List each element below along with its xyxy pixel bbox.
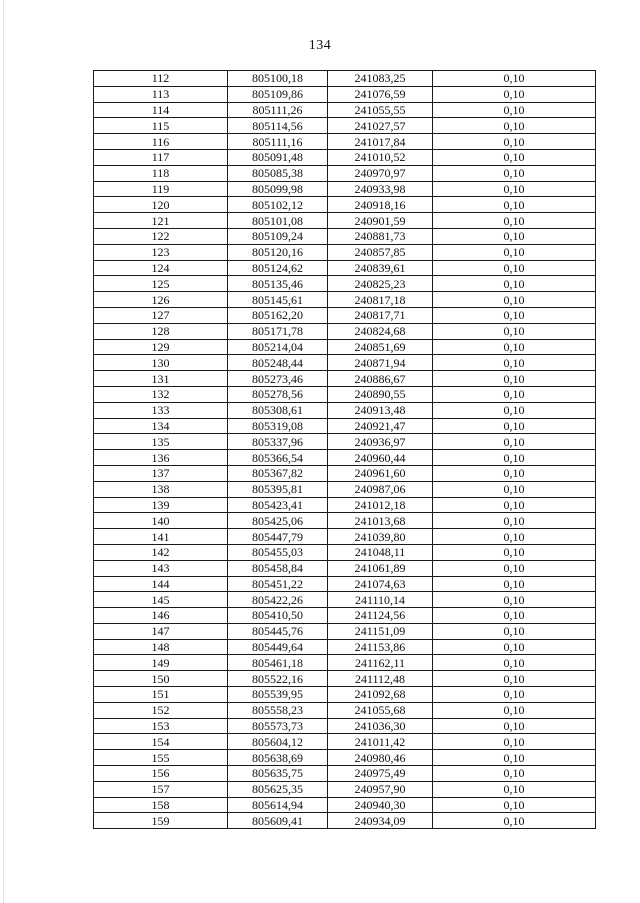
error-value-cell: 0,10 (433, 118, 596, 134)
point-number-cell: 131 (94, 371, 228, 387)
point-number-cell: 156 (94, 766, 228, 782)
table-row (94, 165, 596, 181)
table-row (94, 560, 596, 576)
table-row (94, 118, 596, 134)
point-number-cell: 155 (94, 750, 228, 766)
y-coordinate-cell: 240936,97 (328, 434, 433, 450)
error-value-cell: 0,10 (433, 718, 596, 734)
table-row (94, 339, 596, 355)
y-coordinate-cell: 240961,60 (328, 465, 433, 481)
point-number-cell: 116 (94, 134, 228, 150)
error-value-cell: 0,10 (433, 687, 596, 703)
x-coordinate-cell: 805395,81 (228, 481, 328, 497)
y-coordinate-cell: 241011,42 (328, 734, 433, 750)
y-coordinate-cell: 241036,30 (328, 718, 433, 734)
x-coordinate-cell: 805423,41 (228, 497, 328, 513)
x-coordinate-cell: 805091,48 (228, 149, 328, 165)
point-number-cell: 150 (94, 671, 228, 687)
y-coordinate-cell: 241074,63 (328, 576, 433, 592)
error-value-cell: 0,10 (433, 750, 596, 766)
point-number-cell: 130 (94, 355, 228, 371)
point-number-cell: 134 (94, 418, 228, 434)
point-number-cell: 154 (94, 734, 228, 750)
x-coordinate-cell: 805111,16 (228, 134, 328, 150)
point-number-cell: 157 (94, 781, 228, 797)
y-coordinate-cell: 241151,09 (328, 623, 433, 639)
point-number-cell: 129 (94, 339, 228, 355)
table-row (94, 386, 596, 402)
x-coordinate-cell: 805425,06 (228, 513, 328, 529)
error-value-cell: 0,10 (433, 228, 596, 244)
y-coordinate-cell: 241153,86 (328, 639, 433, 655)
error-value-cell: 0,10 (433, 149, 596, 165)
x-coordinate-cell: 805366,54 (228, 450, 328, 466)
x-coordinate-cell: 805445,76 (228, 623, 328, 639)
y-coordinate-cell: 241027,57 (328, 118, 433, 134)
error-value-cell: 0,10 (433, 181, 596, 197)
y-coordinate-cell: 241055,68 (328, 702, 433, 718)
error-value-cell: 0,10 (433, 560, 596, 576)
x-coordinate-cell: 805451,22 (228, 576, 328, 592)
point-number-cell: 149 (94, 655, 228, 671)
x-coordinate-cell: 805100,18 (228, 71, 328, 87)
error-value-cell: 0,10 (433, 576, 596, 592)
error-value-cell: 0,10 (433, 86, 596, 102)
x-coordinate-cell: 805367,82 (228, 465, 328, 481)
x-coordinate-cell: 805625,35 (228, 781, 328, 797)
table-row (94, 734, 596, 750)
point-number-cell: 112 (94, 71, 228, 87)
error-value-cell: 0,10 (433, 797, 596, 813)
point-number-cell: 140 (94, 513, 228, 529)
table-row (94, 655, 596, 671)
point-number-cell: 144 (94, 576, 228, 592)
y-coordinate-cell: 240934,09 (328, 813, 433, 829)
x-coordinate-cell: 805171,78 (228, 323, 328, 339)
point-number-cell: 142 (94, 544, 228, 560)
y-coordinate-cell: 240957,90 (328, 781, 433, 797)
error-value-cell: 0,10 (433, 292, 596, 308)
y-coordinate-cell: 240851,69 (328, 339, 433, 355)
point-number-cell: 133 (94, 402, 228, 418)
y-coordinate-cell: 241124,56 (328, 608, 433, 624)
y-coordinate-cell: 240940,30 (328, 797, 433, 813)
table-row (94, 181, 596, 197)
error-value-cell: 0,10 (433, 418, 596, 434)
x-coordinate-cell: 805145,61 (228, 292, 328, 308)
table-row (94, 623, 596, 639)
y-coordinate-cell: 241039,80 (328, 529, 433, 545)
y-coordinate-cell: 240913,48 (328, 402, 433, 418)
y-coordinate-cell: 241061,89 (328, 560, 433, 576)
table-row (94, 576, 596, 592)
x-coordinate-cell: 805319,08 (228, 418, 328, 434)
error-value-cell: 0,10 (433, 529, 596, 545)
x-coordinate-cell: 805248,44 (228, 355, 328, 371)
point-number-cell: 114 (94, 102, 228, 118)
error-value-cell: 0,10 (433, 734, 596, 750)
error-value-cell: 0,10 (433, 592, 596, 608)
point-number-cell: 115 (94, 118, 228, 134)
error-value-cell: 0,10 (433, 623, 596, 639)
table-row (94, 450, 596, 466)
table-row (94, 323, 596, 339)
table-row (94, 671, 596, 687)
error-value-cell: 0,10 (433, 766, 596, 782)
table-row (94, 228, 596, 244)
point-number-cell: 124 (94, 260, 228, 276)
point-number-cell: 113 (94, 86, 228, 102)
point-number-cell: 127 (94, 307, 228, 323)
error-value-cell: 0,10 (433, 134, 596, 150)
error-value-cell: 0,10 (433, 781, 596, 797)
y-coordinate-cell: 240933,98 (328, 181, 433, 197)
y-coordinate-cell: 240890,55 (328, 386, 433, 402)
point-number-cell: 122 (94, 228, 228, 244)
table-row (94, 718, 596, 734)
error-value-cell: 0,10 (433, 639, 596, 655)
table-row (94, 797, 596, 813)
point-number-cell: 146 (94, 608, 228, 624)
point-number-cell: 141 (94, 529, 228, 545)
table-row (94, 813, 596, 829)
y-coordinate-cell: 241162,11 (328, 655, 433, 671)
error-value-cell: 0,10 (433, 450, 596, 466)
error-value-cell: 0,10 (433, 244, 596, 260)
y-coordinate-cell: 240839,61 (328, 260, 433, 276)
y-coordinate-cell: 241083,25 (328, 71, 433, 87)
x-coordinate-cell: 805638,69 (228, 750, 328, 766)
error-value-cell: 0,10 (433, 544, 596, 560)
point-number-cell: 153 (94, 718, 228, 734)
table-row (94, 402, 596, 418)
point-number-cell: 145 (94, 592, 228, 608)
x-coordinate-cell: 805422,26 (228, 592, 328, 608)
table-row (94, 513, 596, 529)
error-value-cell: 0,10 (433, 465, 596, 481)
error-value-cell: 0,10 (433, 386, 596, 402)
point-number-cell: 159 (94, 813, 228, 829)
x-coordinate-cell: 805609,41 (228, 813, 328, 829)
table-row (94, 260, 596, 276)
x-coordinate-cell: 805308,61 (228, 402, 328, 418)
error-value-cell: 0,10 (433, 260, 596, 276)
point-number-cell: 152 (94, 702, 228, 718)
y-coordinate-cell: 240824,68 (328, 323, 433, 339)
y-coordinate-cell: 241017,84 (328, 134, 433, 150)
table-row (94, 307, 596, 323)
y-coordinate-cell: 241110,14 (328, 592, 433, 608)
x-coordinate-cell: 805114,56 (228, 118, 328, 134)
point-number-cell: 136 (94, 450, 228, 466)
error-value-cell: 0,10 (433, 165, 596, 181)
y-coordinate-cell: 241092,68 (328, 687, 433, 703)
table-row (94, 197, 596, 213)
point-number-cell: 148 (94, 639, 228, 655)
error-value-cell: 0,10 (433, 497, 596, 513)
x-coordinate-cell: 805111,26 (228, 102, 328, 118)
table-row (94, 687, 596, 703)
scan-edge-line (3, 0, 4, 903)
point-number-cell: 135 (94, 434, 228, 450)
x-coordinate-cell: 805085,38 (228, 165, 328, 181)
point-number-cell: 138 (94, 481, 228, 497)
table-row (94, 592, 596, 608)
x-coordinate-cell: 805461,18 (228, 655, 328, 671)
table-row (94, 71, 596, 87)
point-number-cell: 117 (94, 149, 228, 165)
x-coordinate-cell: 805124,62 (228, 260, 328, 276)
error-value-cell: 0,10 (433, 102, 596, 118)
table-row (94, 371, 596, 387)
page-number: 134 (308, 38, 332, 53)
y-coordinate-cell: 241048,11 (328, 544, 433, 560)
x-coordinate-cell: 805455,03 (228, 544, 328, 560)
table-row (94, 418, 596, 434)
y-coordinate-cell: 240921,47 (328, 418, 433, 434)
point-number-cell: 158 (94, 797, 228, 813)
table-row (94, 529, 596, 545)
table-row (94, 608, 596, 624)
point-number-cell: 121 (94, 213, 228, 229)
table-row (94, 702, 596, 718)
error-value-cell: 0,10 (433, 197, 596, 213)
error-value-cell: 0,10 (433, 213, 596, 229)
point-number-cell: 128 (94, 323, 228, 339)
y-coordinate-cell: 240817,71 (328, 307, 433, 323)
y-coordinate-cell: 240857,85 (328, 244, 433, 260)
table-row (94, 86, 596, 102)
point-number-cell: 118 (94, 165, 228, 181)
error-value-cell: 0,10 (433, 481, 596, 497)
y-coordinate-cell: 241013,68 (328, 513, 433, 529)
y-coordinate-cell: 240871,94 (328, 355, 433, 371)
x-coordinate-cell: 805447,79 (228, 529, 328, 545)
table-row (94, 292, 596, 308)
x-coordinate-cell: 805522,16 (228, 671, 328, 687)
y-coordinate-cell: 241012,18 (328, 497, 433, 513)
y-coordinate-cell: 240901,59 (328, 213, 433, 229)
x-coordinate-cell: 805102,12 (228, 197, 328, 213)
error-value-cell: 0,10 (433, 339, 596, 355)
y-coordinate-cell: 240825,23 (328, 276, 433, 292)
y-coordinate-cell: 241076,59 (328, 86, 433, 102)
point-number-cell: 119 (94, 181, 228, 197)
y-coordinate-cell: 240970,97 (328, 165, 433, 181)
y-coordinate-cell: 240881,73 (328, 228, 433, 244)
table-row (94, 465, 596, 481)
table-row (94, 102, 596, 118)
x-coordinate-cell: 805604,12 (228, 734, 328, 750)
error-value-cell: 0,10 (433, 434, 596, 450)
y-coordinate-cell: 240975,49 (328, 766, 433, 782)
table-row (94, 750, 596, 766)
error-value-cell: 0,10 (433, 307, 596, 323)
x-coordinate-cell: 805558,23 (228, 702, 328, 718)
x-coordinate-cell: 805099,98 (228, 181, 328, 197)
y-coordinate-cell: 240918,16 (328, 197, 433, 213)
table-row (94, 355, 596, 371)
x-coordinate-cell: 805458,84 (228, 560, 328, 576)
error-value-cell: 0,10 (433, 71, 596, 87)
x-coordinate-cell: 805162,20 (228, 307, 328, 323)
coordinates-table-body (94, 71, 596, 829)
y-coordinate-cell: 241055,55 (328, 102, 433, 118)
table-row (94, 481, 596, 497)
point-number-cell: 132 (94, 386, 228, 402)
y-coordinate-cell: 241112,48 (328, 671, 433, 687)
table-row (94, 149, 596, 165)
point-number-cell: 151 (94, 687, 228, 703)
table-row (94, 766, 596, 782)
point-number-cell: 139 (94, 497, 228, 513)
point-number-cell: 123 (94, 244, 228, 260)
x-coordinate-cell: 805120,16 (228, 244, 328, 260)
table-row (94, 134, 596, 150)
point-number-cell: 143 (94, 560, 228, 576)
x-coordinate-cell: 805101,08 (228, 213, 328, 229)
x-coordinate-cell: 805635,75 (228, 766, 328, 782)
error-value-cell: 0,10 (433, 702, 596, 718)
point-number-cell: 137 (94, 465, 228, 481)
error-value-cell: 0,10 (433, 513, 596, 529)
table-row (94, 434, 596, 450)
error-value-cell: 0,10 (433, 371, 596, 387)
x-coordinate-cell: 805135,46 (228, 276, 328, 292)
error-value-cell: 0,10 (433, 323, 596, 339)
error-value-cell: 0,10 (433, 355, 596, 371)
error-value-cell: 0,10 (433, 402, 596, 418)
y-coordinate-cell: 240980,46 (328, 750, 433, 766)
x-coordinate-cell: 805449,64 (228, 639, 328, 655)
error-value-cell: 0,10 (433, 655, 596, 671)
x-coordinate-cell: 805614,94 (228, 797, 328, 813)
x-coordinate-cell: 805278,56 (228, 386, 328, 402)
y-coordinate-cell: 240886,67 (328, 371, 433, 387)
table-row (94, 497, 596, 513)
error-value-cell: 0,10 (433, 608, 596, 624)
table-row (94, 213, 596, 229)
error-value-cell: 0,10 (433, 276, 596, 292)
table-row (94, 639, 596, 655)
table-row (94, 276, 596, 292)
point-number-cell: 126 (94, 292, 228, 308)
table-row (94, 244, 596, 260)
x-coordinate-cell: 805109,86 (228, 86, 328, 102)
x-coordinate-cell: 805214,04 (228, 339, 328, 355)
table-row (94, 781, 596, 797)
x-coordinate-cell: 805109,24 (228, 228, 328, 244)
coordinates-table (93, 70, 596, 829)
x-coordinate-cell: 805573,73 (228, 718, 328, 734)
point-number-cell: 120 (94, 197, 228, 213)
error-value-cell: 0,10 (433, 813, 596, 829)
point-number-cell: 125 (94, 276, 228, 292)
y-coordinate-cell: 241010,52 (328, 149, 433, 165)
x-coordinate-cell: 805337,96 (228, 434, 328, 450)
point-number-cell: 147 (94, 623, 228, 639)
error-value-cell: 0,10 (433, 671, 596, 687)
y-coordinate-cell: 240817,18 (328, 292, 433, 308)
x-coordinate-cell: 805410,50 (228, 608, 328, 624)
y-coordinate-cell: 240960,44 (328, 450, 433, 466)
x-coordinate-cell: 805273,46 (228, 371, 328, 387)
table-row (94, 544, 596, 560)
y-coordinate-cell: 240987,06 (328, 481, 433, 497)
x-coordinate-cell: 805539,95 (228, 687, 328, 703)
